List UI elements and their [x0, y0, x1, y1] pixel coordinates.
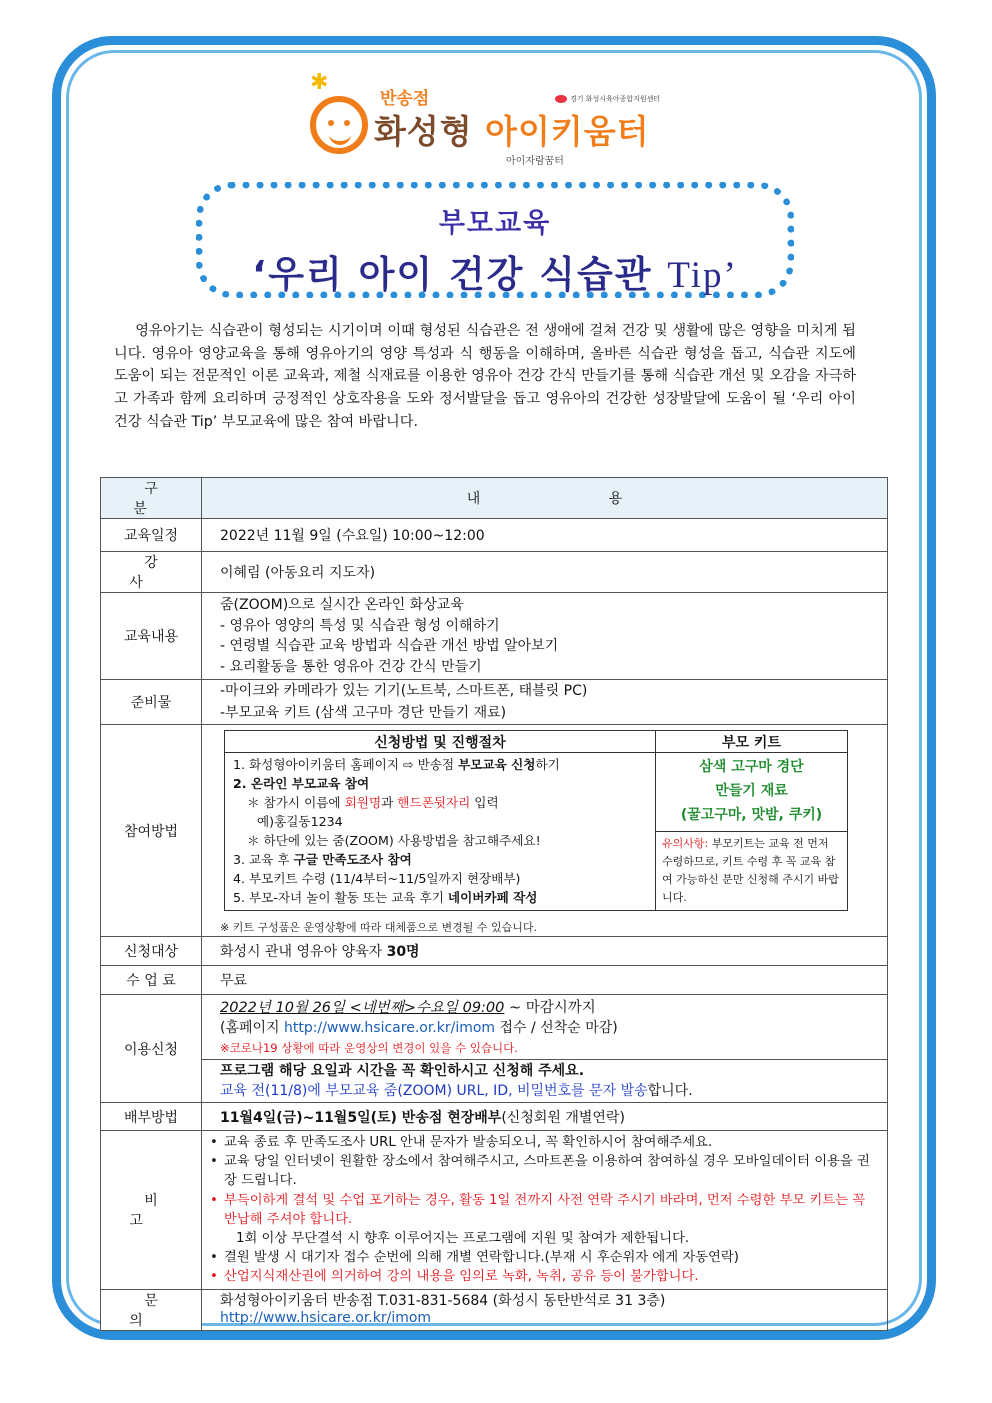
date-value: 2022년 11월 9일 (수요일) 10:00~12:00 — [202, 519, 888, 552]
table-row — [101, 593, 888, 680]
kit-contents: 삼색 고구마 경단 만들기 재료 (꿀고구마, 맛밤, 쿠키) — [656, 753, 848, 832]
apply-value: 2022년 10월 26일 <네번째>수요일 09:00 ~ 마감시까지 (홈페이지 http://www.hsicare.or.kr/imom 접수 / 선착순 마감) ※코로나19 상황에 따라 운영상의 변경이 있을 수 있습니다. — [202, 995, 888, 1060]
table-row — [101, 1131, 888, 1290]
table-row — [101, 680, 888, 725]
lecturer-value: 이혜림 (아동요리 지도자) — [202, 552, 888, 593]
row-label: 참여방법 — [101, 725, 202, 937]
table-row — [101, 1289, 888, 1330]
fee-value: 무료 — [202, 966, 888, 995]
org-mark-icon — [555, 95, 567, 103]
row-label: 강 사 — [101, 552, 202, 593]
title-line2: ‘우리 아이 건강 식습관 Tip’ — [252, 253, 738, 296]
info-table — [100, 477, 888, 1331]
apply-check: 프로그램 해당 요일과 시간을 꼭 확인하시고 신청해 주세요. 교육 전(11/8)에 부모교육 줌(ZOOM) URL, ID, 비밀번호를 문자 발송합니다. — [202, 1060, 888, 1103]
table-row — [101, 1103, 888, 1131]
apply-site-link[interactable]: http://www.hsicare.or.kr/imom — [284, 1020, 496, 1036]
row-label: 신청대상 — [101, 937, 202, 966]
prep-value: -마이크와 카메라가 있는 기기(노트북, 스마트폰, 태블릿 PC) -부모교육 키트 (삼색 고구마 경단 만들기 재료) — [202, 680, 888, 725]
row-label: 배부방법 — [101, 1103, 202, 1131]
table-row — [101, 937, 888, 966]
row-label: 수 업 료 — [101, 966, 202, 995]
title-box — [196, 182, 794, 298]
table-row — [101, 519, 888, 552]
table-row — [101, 725, 888, 937]
title-line1: 부모교육 — [438, 208, 552, 239]
smiley-face-icon — [310, 96, 368, 154]
table-row — [101, 966, 888, 995]
logo-subtitle: 아이자람꿈터 — [506, 156, 564, 167]
content-value: 줌(ZOOM)으로 실시간 온라인 화상교육 - 영유아 영양의 특성 및 식습관 형성 이해하기 - 연령별 식습관 교육 방법과 식습관 개선 방법 알아보기 - 요리활동을 통한 영유아 건강 간식 만들기 — [202, 593, 888, 680]
intro-text: 영유아기는 식습관이 형성되는 시기이며 이때 형성된 식습관은 전 생애에 걸쳐 건강 및 생활에 많은 영향을 미치게 됩니다. 영유아 영양교육을 통해 영유아기의 영양 특성과 식 행동을 이해하며, 올바른 식습관 형성을 돕고, 식습관 지도에 도움이 되는 전문적인 이론 교육과, 제철 식재료를 이용한 영유아 건강 간식 만들기를 통해 식습관 개선 및 오감을 자극하고 가족과 함께 요리하며 긍정적인 상호작용을 도와 정서발달을 돕고 영유아의 건강한 성장발달에 도움이 될 ‘우리 아이 건강 식습관 Tip’ 부모교육에 많은 참여 바랍니다. — [114, 323, 856, 430]
method-value — [202, 725, 888, 937]
row-label: 준비물 — [101, 680, 202, 725]
procedure-steps: 1. 화성형아이키움터 홈페이지 ⇨ 반송점 부모교육 신청하기 2. 온라인 부모교육 참여 ＊ 참가시 이름에 회원명과 핸드폰뒷자리 입력 예)홍길동1234 ＊ 하단에 있는 줌(ZOOM) 사용방법을 참고해주세요! 3. 교육 후 구글 만족도조사 참여 4. 부모키트 수령 (11/4부터~11/5일까지 현장배부) 5. 부모-자녀 놀이 활동 또는 교육 후기 네이버카페 작성 — [225, 753, 656, 911]
row-label: 문 의 — [101, 1289, 202, 1330]
logo-name: 화성형 아이키움터 — [374, 112, 650, 151]
kit-footnote: ※ 키트 구성품은 운영상황에 따라 대체품으로 변경될 수 있습니다. — [220, 921, 537, 934]
dist-value: 11월4일(금)~11월5일(토) 반송점 현장배부(신청회원 개별연락) — [202, 1103, 888, 1131]
logo-branch: 반송점 — [380, 89, 430, 109]
org-logo: 경기 화성시육아종합지원센터 — [555, 94, 660, 104]
subtable-head-kit: 부모 키트 — [656, 731, 848, 753]
row-label: 교육내용 — [101, 593, 202, 680]
row-label: 비 고 — [101, 1131, 202, 1290]
table-row — [101, 1060, 888, 1103]
method-subtable — [224, 730, 848, 911]
kit-caution: 유의사항: 부모키트는 교육 전 먼저 수령하므로, 키트 수령 후 꼭 교육 참여 가능하신 분만 신청해 주시기 바랍니다. — [656, 832, 848, 911]
table-row — [101, 995, 888, 1060]
row-label: 교육일정 — [101, 519, 202, 552]
contact-link[interactable]: http://www.hsicare.or.kr/imom — [220, 1309, 432, 1326]
subtable-head-procedure: 신청방법 및 진행절차 — [225, 731, 656, 753]
row-label: 이용신청 — [101, 995, 202, 1103]
contact-value: 화성형아이키움터 반송점 T.031-831-5684 (화성시 동탄반석로 31 3층) http://www.hsicare.or.kr/imom — [202, 1289, 888, 1330]
header-content: 내 용 — [202, 478, 888, 519]
notes-value: • 교육 종료 후 만족도조사 URL 안내 문자가 발송되오니, 꼭 확인하시어 참여해주세요. • 교육 당일 인터넷이 원활한 장소에서 참여해주시고, 스마트폰을 이용하여 참여하실 경우 모바일데이터 이용을 권장 드립니다. • 부득이하게 결석 및 수업 포기하는 경우, 활동 1일 전까지 사전 연락 주시기 바라며, 먼저 수령한 부모 키트는 꼭 반납해 주셔야 합니다. 1회 이상 무단결석 시 향후 이루어지는 프로그램에 지원 및 참여가 제한됩니다. • 결원 발생 시 대기자 접수 순번에 의해 개별 연락합니다.(부재 시 후순위자 에게 자동연락) • 산업지식재산권에 의거하여 강의 내용을 임의로 녹화, 녹취, 공유 등이 불가합니다. — [202, 1131, 888, 1290]
star-icon: ✱ — [310, 70, 329, 95]
table-row — [101, 552, 888, 593]
target-value: 화성시 관내 영유아 양육자 30명 — [202, 937, 888, 966]
table-header-row — [101, 478, 888, 519]
header-label: 구 분 — [101, 478, 202, 519]
logo — [310, 70, 690, 174]
